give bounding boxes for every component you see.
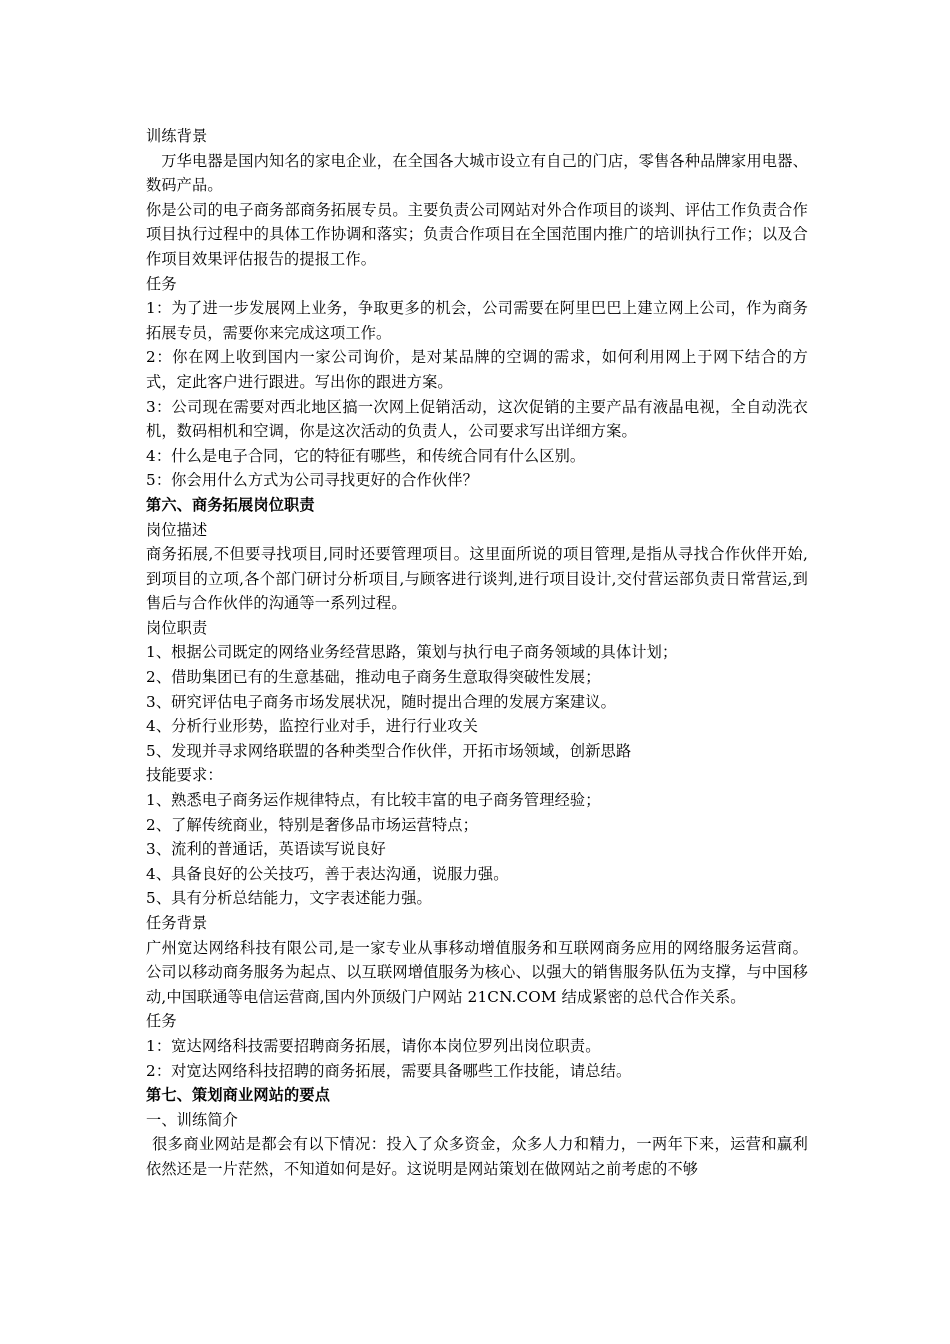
list-item: 2、借助集团已有的生意基础，推动电子商务生意取得突破性发展； [146,668,601,687]
task-item: 3：公司现在需要对西北地区搞一次网上促销活动，这次促销的主要产品有液晶电视，全自动洗衣机，数码相机和空调，你是这次活动的负责人，公司要求写出详细方案。 [146,397,808,441]
task-item: 4：什么是电子合同，它的特征有哪些，和传统合同有什么区别。 [146,446,586,465]
list-item: 4、分析行业形势，监控行业对手，进行行业攻关 [146,717,478,736]
paragraph: 商务拓展,不但要寻找项目,同时还要管理项目。这里面所说的项目管理,是指从寻找合作伙伴开始,到项目的立项,各个部门研讨分析项目,与顾客进行谈判,进行项目设计,交付营运部负责日常营运,到售后与合作伙伴的沟通等一系列过程。 [146,545,808,613]
list-item: 5、具有分析总结能力，文字表述能力强。 [146,889,432,908]
task-item: 2：你在网上收到国内一家公司询价，是对某品牌的空调的需求，如何利用网上于网下结合的方式，定此客户进行跟进。写出你的跟进方案。 [146,348,808,391]
paragraph: 广州宽达网络科技有限公司,是一家专业从事移动增值服务和互联网商务应用的网络服务运营商。公司以移动商务服务为起点、以互联网增值服务为核心、以强大的销售服务队伍为支撑，与中国移动,中国联通等电信运营商,国内外顶级门户网站 21CN.COM 结成紧密的总代合作关系。 [146,938,808,1006]
section-label: 技能要求： [146,766,223,785]
section-label: 岗位描述 [146,520,208,539]
list-item: 4、具备良好的公关技巧，善于表达沟通，说服力强。 [146,864,509,883]
list-item: 3、流利的普通话，英语读写说良好 [146,840,386,859]
paragraph: 万华电器是国内知名的家电企业，在全国各大城市设立有自己的门店，零售各种品牌家用电器、数码产品。 [146,151,808,195]
section-heading: 第七、策划商业网站的要点 [146,1086,331,1105]
list-item: 1、熟悉电子商务运作规律特点，有比较丰富的电子商务管理经验； [146,791,601,810]
list-item: 1、根据公司既定的网络业务经营思路，策划与执行电子商务领域的具体计划； [146,643,678,662]
list-item: 3、研究评估电子商务市场发展状况，随时提出合理的发展方案建议。 [146,692,616,711]
section-heading: 第六、商务拓展岗位职责 [146,495,315,514]
list-item: 2、了解传统商业，特别是奢侈品市场运营特点； [146,815,478,834]
section-label: 任务 [146,1012,177,1031]
section-label: 岗位职责 [146,618,208,637]
section-label: 任务 [146,274,177,293]
task-item: 5：你会用什么方式为公司寻找更好的合作伙伴？ [146,471,478,490]
task-item: 1：为了进一步发展网上业务，争取更多的机会，公司需要在阿里巴巴上建立网上公司，作为商务拓展专员，需要你来完成这项工作。 [146,299,808,342]
section-label: 一、训练简介 [146,1110,239,1129]
task-item: 2：对宽达网络科技招聘的商务拓展，需要具备哪些工作技能，请总结。 [146,1061,632,1080]
document-body [146,124,808,1182]
paragraph: 很多商业网站是都会有以下情况：投入了众多资金，众多人力和精力，一两年下来，运营和赢利依然还是一片茫然，不知道如何是好。这说明是网站策划在做网站之前考虑的不够 [146,1135,808,1178]
section-label: 训练背景 [146,127,208,145]
task-item: 1：宽达网络科技需要招聘商务拓展，请你本岗位罗列出岗位职责。 [146,1036,601,1055]
paragraph: 你是公司的电子商务部商务拓展专员。主要负责公司网站对外合作项目的谈判、评估工作负责合作项目执行过程中的具体工作协调和落实；负责合作项目在全国范围内推广的培训执行工作；以及合作项目效果评估报告的提报工作。 [146,200,808,268]
section-label: 任务背景 [146,914,208,932]
list-item: 5、发现并寻求网络联盟的各种类型合作伙伴，开拓市场领域，创新思路 [146,741,632,760]
